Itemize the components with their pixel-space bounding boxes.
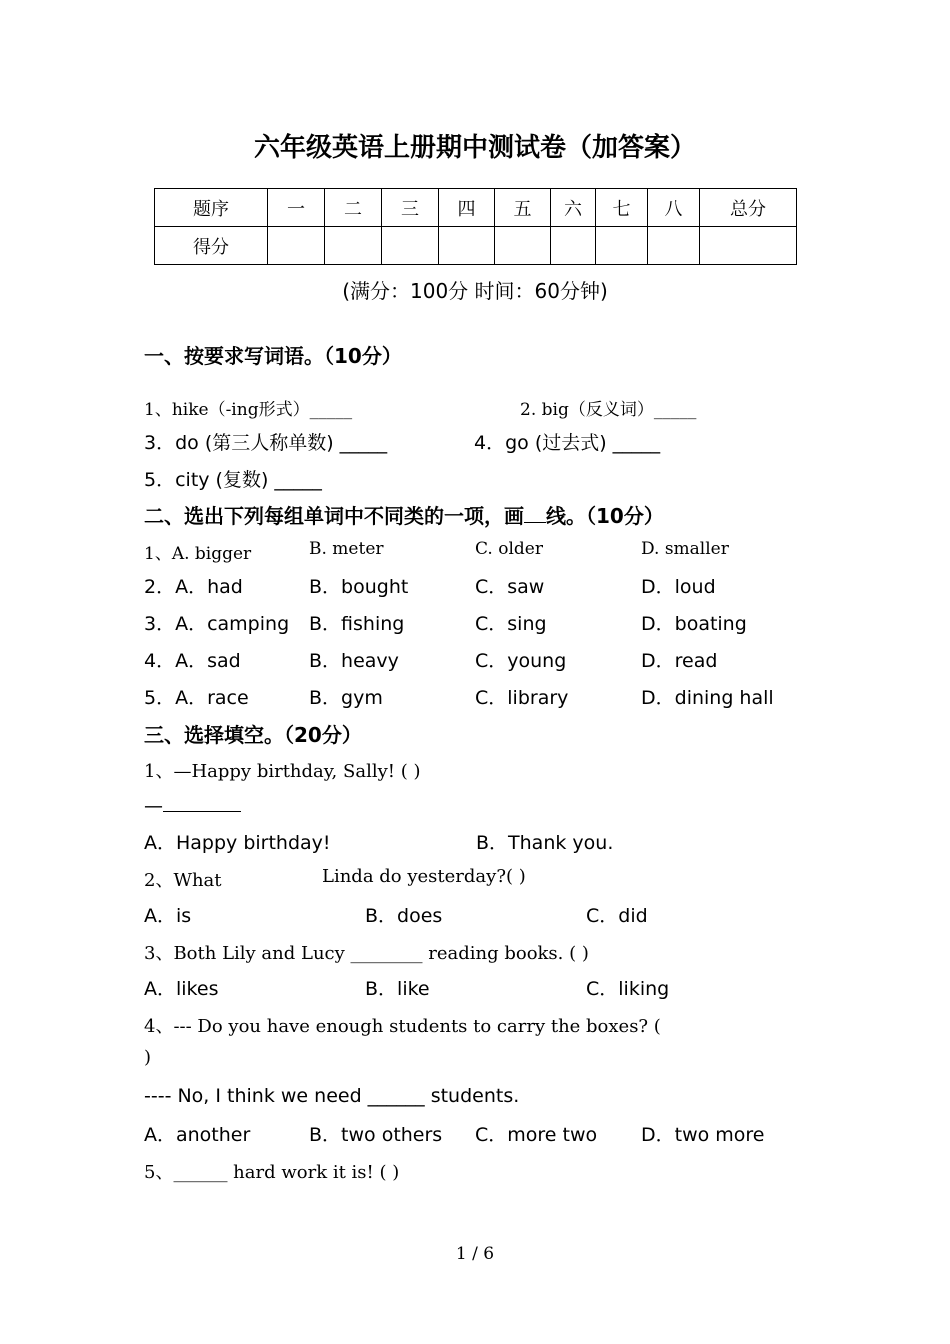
option: A．is [144,905,192,927]
option: D．read [641,650,718,672]
option: C. older [475,539,543,559]
answer-blank[interactable] [163,793,241,812]
question-reply: ---- No, I think we need ______ students. [144,1085,520,1107]
question-text: 3、Both Lily and Lucy ________ reading books. ( ) [144,943,589,964]
option: B．gym [309,687,383,709]
option: D．two more [641,1124,765,1146]
section-3-heading: 三、选择填空。（20分） [144,723,362,747]
option: A．Happy birthday! [144,832,331,854]
table-cell: 三 [382,189,439,227]
score-input-cell[interactable] [325,227,382,265]
exam-info: (满分：100分 时间：60分钟) [342,279,608,303]
table-cell: 题序 [155,189,268,227]
underline-blank [524,504,546,523]
option: C．did [586,905,648,927]
question-item: 2. big（反义词）_____ [520,400,697,420]
score-input-cell[interactable] [596,227,648,265]
page-title: 六年级英语上册期中测试卷（加答案） [253,133,696,163]
option: C．sing [475,613,547,635]
question-text: 5、______ hard work it is! ( ) [144,1162,400,1183]
question-text: Linda do yesterday?( ) [322,866,526,887]
score-input-cell[interactable] [495,227,551,265]
score-input-cell[interactable] [439,227,495,265]
table-cell: 四 [439,189,495,227]
option: D．boating [641,613,747,635]
option: A．another [144,1124,251,1146]
heading-text: 线。（10分） [546,504,664,528]
option: B．bought [309,576,409,598]
table-cell: 得分 [155,227,268,265]
option: B. meter [309,539,384,559]
score-input-cell[interactable] [268,227,325,265]
table-cell: 二 [325,189,382,227]
option: D．dining hall [641,687,774,709]
table-cell: 一 [268,189,325,227]
question-item: 4．go (过去式) _____ [474,432,661,454]
reply-dash: — [144,795,163,817]
option: C．young [475,650,567,672]
table-cell: 七 [596,189,648,227]
option: B．Thank you. [476,832,614,854]
question-text: 4、--- Do you have enough students to carry the boxes? ( [144,1016,661,1037]
option: D．loud [641,576,716,598]
table-cell: 八 [648,189,700,227]
option: C．liking [586,978,670,1000]
option: 1、A. bigger [144,544,252,564]
option: B．heavy [309,650,399,672]
question-reply [144,793,241,817]
option: 2．A．had [144,576,243,598]
score-table-header-row [155,189,797,227]
table-cell: 总分 [700,189,797,227]
option: B．does [365,905,443,927]
question-text: 2、What [144,870,222,891]
question-item: 1、hike（-ing形式）_____ [144,400,353,420]
page-number: 1 / 6 [455,1244,495,1264]
score-input-cell[interactable] [382,227,439,265]
option: B．fishing [309,613,405,635]
option: B．like [365,978,430,1000]
option: 5．A．race [144,687,249,709]
option: B．two others [309,1124,443,1146]
option: A．likes [144,978,219,1000]
option: C．saw [475,576,545,598]
option: C．more two [475,1124,598,1146]
score-input-cell[interactable] [700,227,797,265]
table-cell: 五 [495,189,551,227]
question-item: 3．do (第三人称单数) _____ [144,432,388,454]
score-table [154,188,797,265]
score-table-score-row [155,227,797,265]
question-text: ) [144,1047,152,1068]
option: D. smaller [641,539,729,559]
option: 3．A．camping [144,613,290,635]
score-input-cell[interactable] [551,227,596,265]
option: C．library [475,687,569,709]
heading-text: 二、选出下列每组单词中不同类的一项，画 [144,504,524,528]
option: 4．A．sad [144,650,241,672]
table-cell: 六 [551,189,596,227]
section-2-heading [144,500,664,529]
question-text: 1、—Happy birthday, Sally! ( ) [144,761,421,782]
score-input-cell[interactable] [648,227,700,265]
section-1-heading: 一、按要求写词语。（10分） [144,344,402,368]
question-item: 5．city (复数) _____ [144,469,322,491]
